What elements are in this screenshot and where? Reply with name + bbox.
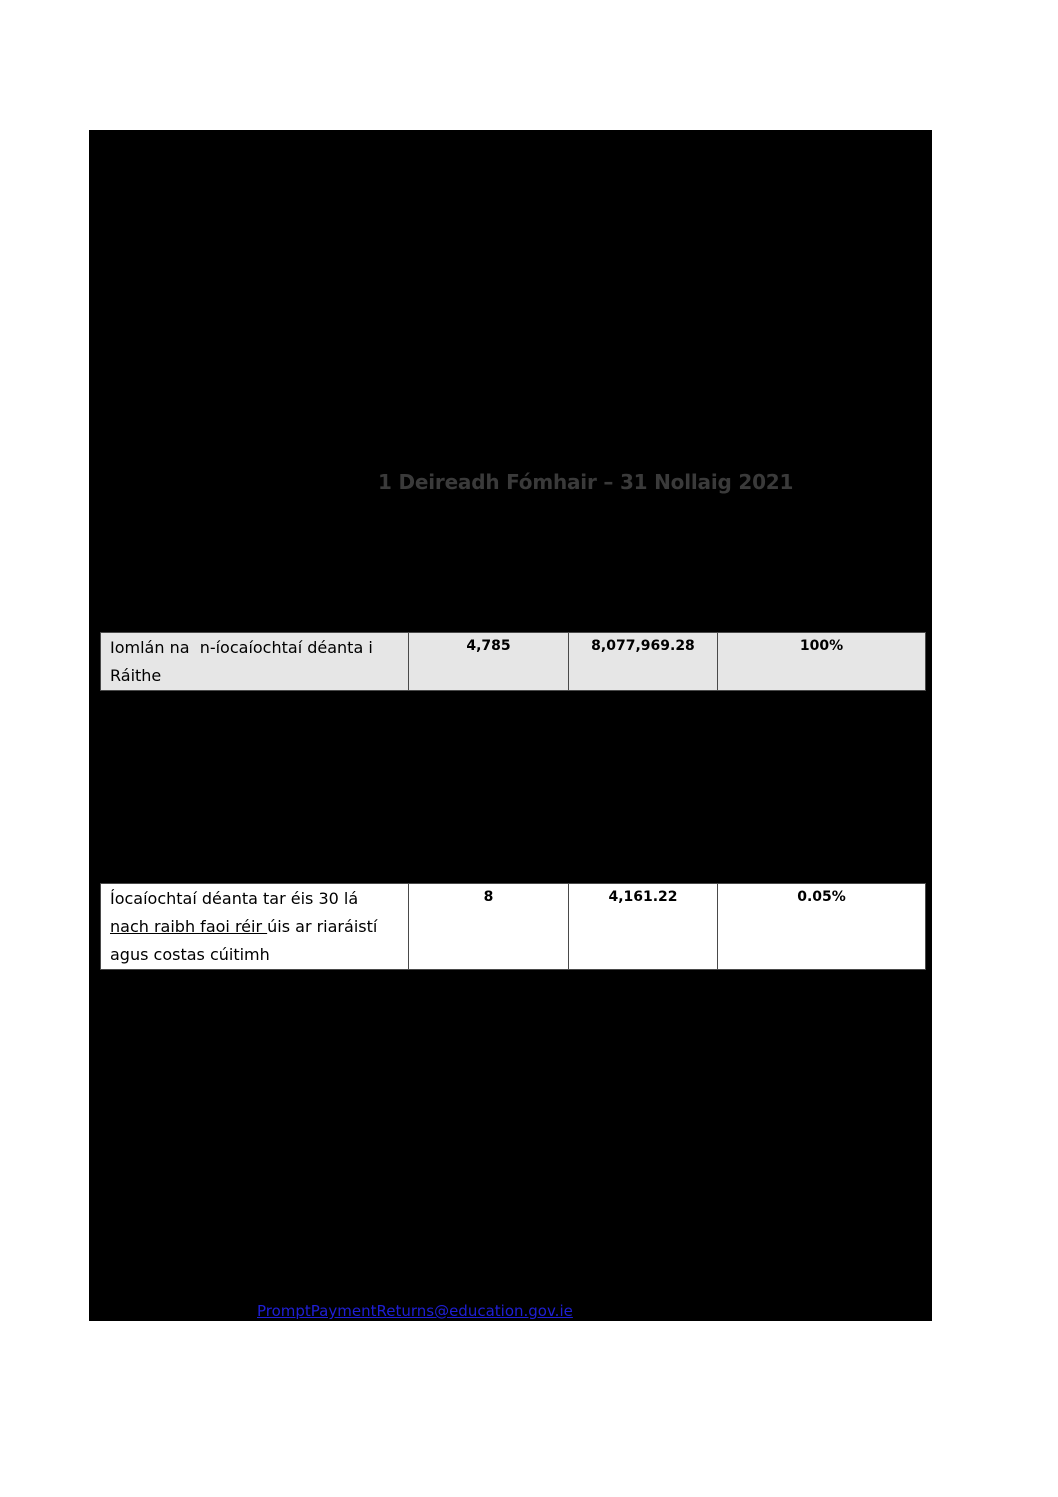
row-label-line: úis ar riaráistí [267,917,378,936]
row-label-line: Íocaíochtaí déanta tar éis 30 lá [110,889,359,908]
payment-count-cell [409,884,569,970]
row-label-line: Ráithe [110,666,162,685]
row-label-cell [101,633,409,691]
payment-amount-cell [569,633,718,691]
payment-amount: 4,161.22 [608,889,678,905]
contact-email-link[interactable]: PromptPaymentReturns@education.gov.ie [257,1302,573,1320]
late-payments-table [100,883,926,970]
row-label-line: agus costas cúitimh [110,945,270,964]
payment-count: 8 [483,889,494,905]
total-payments-table [100,632,926,691]
reporting-period-heading: 1 Deireadh Fómhair – 31 Nollaig 2021 [378,470,794,494]
row-label-cell [101,884,409,970]
table-row [101,633,926,691]
payment-amount-cell [569,884,718,970]
payment-count: 4,785 [466,638,511,654]
row-label [101,633,408,690]
payment-percent-cell [718,633,926,691]
redacted-region [89,130,932,1321]
payment-amount: 8,077,969.28 [591,638,695,654]
row-label [101,884,408,969]
row-label-line: Iomlán na n-íocaíochtaí déanta i [110,638,373,657]
row-label-underlined: nach raibh faoi réir [110,917,268,936]
table-row [101,884,926,970]
payment-percent-cell [718,884,926,970]
payment-percent: 0.05% [797,889,846,905]
payment-count-cell [409,633,569,691]
payment-percent: 100% [799,638,844,654]
